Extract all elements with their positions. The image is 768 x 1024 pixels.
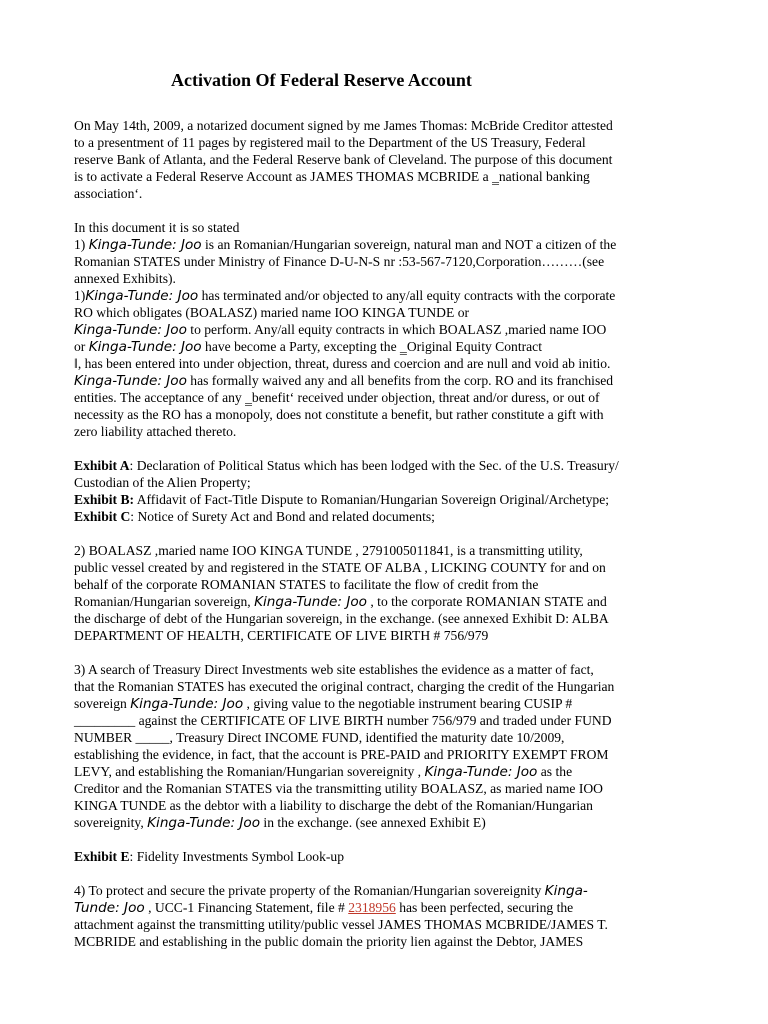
- text-line: that the Romanian STATES has executed the original contract, charging the credit of the Hungarian: [74, 679, 615, 694]
- text-line: reserve Bank of Atlanta, and the Federal Reserve bank of Cleveland. The purpose of this document: [74, 152, 613, 167]
- sovereign-name: Kinga-Tunde: Joo: [424, 764, 538, 780]
- sovereign-name: Kinga-: [544, 883, 588, 899]
- text-line: to a presentment of 11 pages by registered mail to the Department of the US Treasury, Federal: [74, 135, 586, 150]
- text-line: necessity as the RO has a monopoly, does not constitute a benefit, but rather constitute a gift with: [74, 407, 604, 422]
- sovereign-name: Kinga-Tunde: Joo: [74, 322, 187, 338]
- paragraph-3: [74, 661, 714, 831]
- text-line: Tunde: Joo , UCC-1 Financing Statement, file # 2318956 has been perfected, securing the: [74, 900, 574, 916]
- text-line: _________ against the CERTIFICATE OF LIVE BIRTH number 756/979 and traded under FUND: [74, 713, 612, 728]
- sovereign-name: Kinga-Tunde: Joo: [85, 288, 199, 304]
- text-line: On May 14th, 2009, a notarized document signed by me James Thomas: McBride Creditor attested: [74, 118, 613, 133]
- text-line: Romanian STATES under Ministry of Finance D-U-N-S nr :53-567-7120,Corporation………(see: [74, 254, 605, 269]
- text-line: the discharge of debt of the Hungarian sovereign, in the exchange. (see annexed Exhibit D: ALBA: [74, 611, 609, 626]
- sovereign-name: Tunde: Joo: [74, 900, 145, 916]
- text-line: MCBRIDE and establishing in the public domain the priority lien against the Debtor, JAMES: [74, 934, 584, 949]
- text-line: zero liability attached thereto.: [74, 424, 237, 439]
- text-line: behalf of the corporate ROMANIAN STATES to facilitate the flow of credit from the: [74, 577, 539, 592]
- paragraph-2: [74, 542, 714, 644]
- text-line: RO which obligates (BOALASZ) maried name IOO KINGA TUNDE or: [74, 305, 470, 320]
- text-line: 2) BOALASZ ,maried name IOO KINGA TUNDE , 2791005011841, is a transmitting utility,: [74, 543, 583, 558]
- text-line: KINGA TUNDE as the debtor with a liability to discharge the debt of the Romanian/Hungarian: [74, 798, 593, 813]
- text-line: entities. The acceptance of any ‗benefit‘ received under objection, threat and/or duress, or out of: [74, 390, 600, 405]
- file-number-link[interactable]: 2318956: [348, 900, 396, 915]
- text-line: is to activate a Federal Reserve Account as JAMES THOMAS MCBRIDE a ‗national banking: [74, 169, 590, 184]
- text-line: Kinga-Tunde: Joo has formally waived any and all benefits from the corp. RO and its franchised: [74, 373, 614, 389]
- text-line: Creditor and the Romanian STATES via the transmitting utility BOALASZ, as maried name IOO: [74, 781, 603, 796]
- text-line: sovereign Kinga-Tunde: Joo , giving value to the negotiable instrument bearing CUSIP #: [74, 696, 573, 712]
- text-line: Kinga-Tunde: Joo to perform. Any/all equity contracts in which BOALASZ ,maried name IOO: [74, 322, 607, 338]
- text-line: 1)Kinga-Tunde: Joo has terminated and/or objected to any/all equity contracts with the corporate: [74, 288, 616, 304]
- exhibits-list: [74, 457, 714, 525]
- text-line: attachment against the transmitting utility/public vessel JAMES THOMAS MCBRIDE/JAMES T.: [74, 917, 608, 932]
- text-line: public vessel created by and registered in the STATE OF ALBA , LICKING COUNTY for and on: [74, 560, 606, 575]
- document-title: Activation Of Federal Reserve Account: [171, 70, 472, 90]
- text-line: NUMBER _____, Treasury Direct INCOME FUND, identified the maturity date 10/2009,: [74, 730, 565, 745]
- text-line: annexed Exhibits).: [74, 271, 176, 286]
- text-line: DEPARTMENT OF HEALTH, CERTIFICATE OF LIVE BIRTH # 756/979: [74, 628, 489, 643]
- exhibit-e: Exhibit E: Fidelity Investments Symbol Look-up: [74, 849, 345, 864]
- exhibit-a: Exhibit A: Declaration of Political Status which has been lodged with the Sec. of the U.S. Treasury/: [74, 458, 619, 473]
- sovereign-name: Kinga-Tunde: Joo: [88, 237, 202, 253]
- text-line: 1) Kinga-Tunde: Joo is an Romanian/Hungarian sovereign, natural man and NOT a citizen of the: [74, 237, 617, 253]
- text-line: sovereignity, Kinga-Tunde: Joo in the exchange. (see annexed Exhibit E): [74, 815, 486, 831]
- sovereign-name: Kinga-Tunde: Joo: [147, 815, 261, 831]
- sovereign-name: Kinga-Tunde: Joo: [74, 373, 187, 389]
- text-line: or Kinga-Tunde: Joo have become a Party, excepting the ‗Original Equity Contract: [74, 339, 542, 355]
- paragraph-4: [74, 882, 714, 950]
- text-line: 4) To protect and secure the private property of the Romanian/Hungarian sovereignity Kinga-: [74, 883, 588, 899]
- sovereign-name: Kinga-Tunde: Joo: [130, 696, 244, 712]
- section-heading: In this document it is so stated: [74, 220, 240, 235]
- text-line: establishing the evidence, in fact, that the account is PRE-PAID and PRIORITY EXEMPT FROM: [74, 747, 609, 762]
- intro-paragraph: [74, 117, 714, 202]
- text-line: LEVY, and establishing the Romanian/Hungarian sovereignity , Kinga-Tunde: Joo as the: [74, 764, 573, 780]
- exhibit-c: Exhibit C: Notice of Surety Act and Bond and related documents;: [74, 509, 435, 524]
- text-line: ‖, has been entered into under objection, threat, duress and coercion and are null and void ab initio.: [74, 356, 611, 371]
- text-line: 3) A search of Treasury Direct Investments web site establishes the evidence as a matter of fact,: [74, 662, 594, 677]
- document-body: [74, 117, 714, 950]
- text-line: Romanian/Hungarian sovereign, Kinga-Tunde: Joo , to the corporate ROMANIAN STATE and: [74, 594, 607, 610]
- text-line: Custodian of the Alien Property;: [74, 475, 251, 490]
- stated-section: [74, 219, 714, 440]
- text-line: association‘.: [74, 186, 143, 201]
- exhibit-b: Exhibit B: Affidavit of Fact-Title Dispute to Romanian/Hungarian Sovereign Original/Archetype;: [74, 492, 610, 507]
- sovereign-name: Kinga-Tunde: Joo: [254, 594, 367, 610]
- sovereign-name: Kinga-Tunde: Joo: [88, 339, 202, 355]
